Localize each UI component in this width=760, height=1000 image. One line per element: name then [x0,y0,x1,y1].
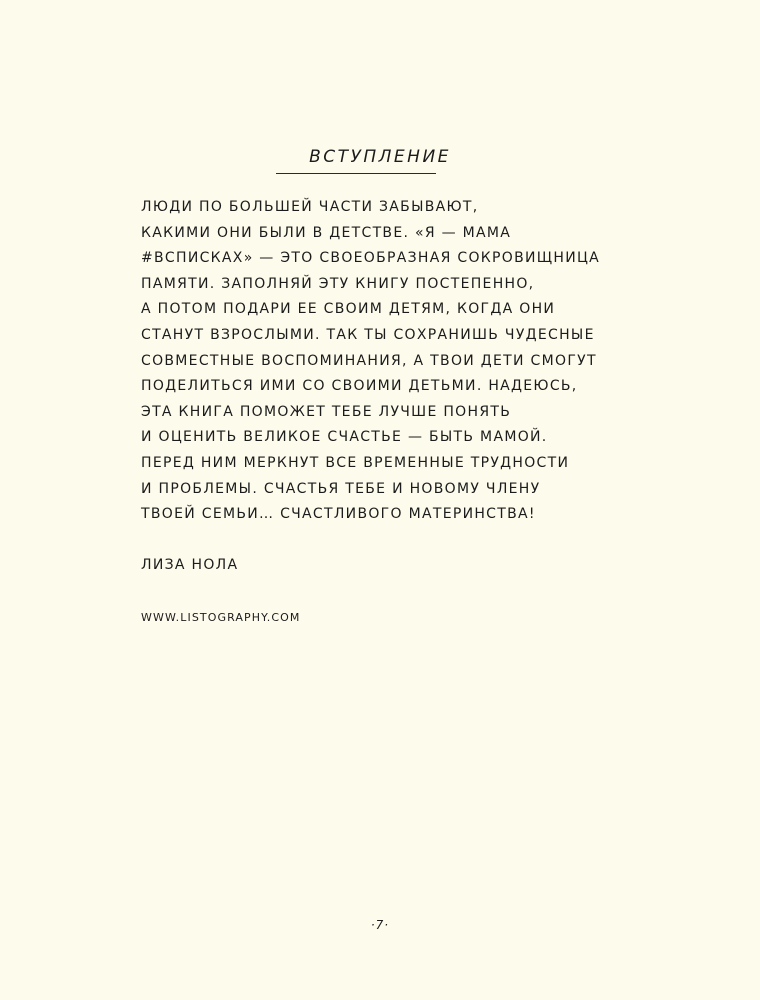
body-line: ПЕРЕД НИМ МЕРКНУТ ВСЕ ВРЕМЕННЫЕ ТРУДНОСТИ [141,454,570,471]
body-line: И ОЦЕНИТЬ ВЕЛИКОЕ СЧАСТЬЕ — БЫТЬ МАМОЙ. [141,429,548,446]
body-line: ПОДЕЛИТЬСЯ ИМИ СО СВОИМИ ДЕТЬМИ. НАДЕЮСЬ, [141,378,578,395]
title-underline [276,173,436,174]
body-text [141,195,641,528]
body-line: И ПРОБЛЕМЫ. СЧАСТЬЯ ТЕБЕ И НОВОМУ ЧЛЕНУ [141,480,541,497]
body-line: ЭТА КНИГА ПОМОЖЕТ ТЕБЕ ЛУЧШЕ ПОНЯТЬ [141,403,512,420]
website-url: WWW.LISTOGRAPHY.COM [141,611,301,624]
body-line: #ВСПИСКАХ» — ЭТО СВОЕОБРАЗНАЯ СОКРОВИЩНИЦА [141,250,601,267]
body-line: СТАНУТ ВЗРОСЛЫМИ. ТАК ТЫ СОХРАНИШЬ ЧУДЕСНЫЕ [141,326,595,343]
body-line: СОВМЕСТНЫЕ ВОСПОМИНАНИЯ, А ТВОИ ДЕТИ СМОГУТ [141,352,597,369]
body-line: ПАМЯТИ. ЗАПОЛНЯЙ ЭТУ КНИГУ ПОСТЕПЕННО, [141,275,535,292]
page-title: ВСТУПЛЕНИЕ [309,147,451,167]
body-line: А ПОТОМ ПОДАРИ ЕЕ СВОИМ ДЕТЯМ, КОГДА ОНИ [141,301,556,318]
body-line: ТВОЕЙ СЕМЬИ… СЧАСТЛИВОГО МАТЕРИНСТВА! [141,506,536,523]
author-signature: ЛИЗА НОЛА [141,557,239,573]
body-line: ЛЮДИ ПО БОЛЬШЕЙ ЧАСТИ ЗАБЫВАЮТ, [141,199,479,215]
page-number: ·7· [370,918,390,932]
body-line: КАКИМИ ОНИ БЫЛИ В ДЕТСТВЕ. «Я — МАМА [141,224,512,241]
